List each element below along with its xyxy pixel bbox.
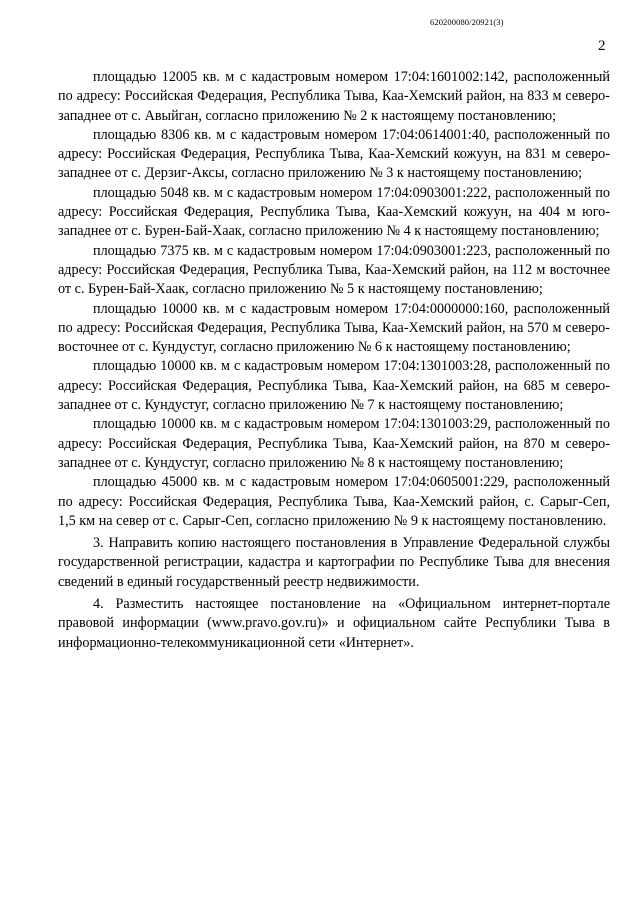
page-number: 2 bbox=[598, 38, 606, 54]
paragraph-plot-3: площадью 8306 кв. м с кадастровым номером 17:04:0614001:40, расположенный по адресу: Российская Федерация, Республика Тыва, Каа-Хемский кожуун, на 831 м северо-западнее от с. Дерзиг-Аксы, согласно приложению № 3 к настоящему постановлению; bbox=[58, 126, 610, 182]
document-code: 620200080/20921(3) bbox=[430, 17, 504, 27]
document-body bbox=[58, 68, 610, 653]
paragraph-plot-4: площадью 5048 кв. м с кадастровым номером 17:04:0903001:222, расположенный по адресу: Российская Федерация, Республика Тыва, Каа-Хемский кожуун, на 404 м юго-западнее от с. Бурен-Бай-Хаак, согласно приложению № 4 к настоящему постановлению; bbox=[58, 184, 610, 240]
paragraph-plot-9: площадью 45000 кв. м с кадастровым номером 17:04:0605001:229, расположенный по адресу: Российская Федерация, Республика Тыва, Каа-Хемский район, с. Сарыг-Сеп, 1,5 км на север от с. Сарыг-Сеп, согласно приложению № 9 к настоящему постановлению. bbox=[58, 474, 610, 529]
paragraph-plot-2: площадью 12005 кв. м с кадастровым номером 17:04:1601002:142, расположенный по адресу: Российская Федерация, Республика Тыва, Каа-Хемский район, на 833 м северо-западнее от с. Авыйган, согласно приложению № 2 к настоящему постановлению; bbox=[58, 69, 610, 124]
paragraph-plot-7: площадью 10000 кв. м с кадастровым номером 17:04:1301003:28, расположенный по адресу: Российская Федерация, Республика Тыва, Каа-Хемский район, на 685 м северо-западнее от с. Кундустуг, согласно приложению № 7 к настоящему постановлению; bbox=[58, 358, 610, 414]
paragraph-plot-5: площадью 7375 кв. м с кадастровым номером 17:04:0903001:223, расположенный по адресу: Российская Федерация, Республика Тыва, Каа-Хемский район, на 112 м восточнее от с. Бурен-Бай-Хаак, согласно приложению № 5 к настоящему постановлению; bbox=[58, 242, 610, 298]
paragraph-plot-6: площадью 10000 кв. м с кадастровым номером 17:04:0000000:160, расположенный по адресу: Российская Федерация, Республика Тыва, Каа-Хемский район, на 570 м северо-восточнее от с. Кундустуг, согласно приложению № 6 к настоящему постановлению; bbox=[58, 300, 610, 356]
paragraph-item-4: 4. Разместить настоящее постановление на «Официальном интернет-портале правовой информации (www.pravo.gov.ru)» и официальном сайте Республики Тыва в информационно-телекоммуникационной сети «Интернет». bbox=[58, 596, 610, 651]
paragraph-item-3: 3. Направить копию настоящего постановления в Управление Федеральной службы государственной регистрации, кадастра и картографии по Республике Тыва для внесения сведений в единый государственный реестр недвижимости. bbox=[58, 535, 610, 590]
paragraph-plot-8: площадью 10000 кв. м с кадастровым номером 17:04:1301003:29, расположенный по адресу: Российская Федерация, Республика Тыва, Каа-Хемский район, на 870 м северо-западнее от с. Кундустуг, согласно приложению № 8 к настоящему постановлению; bbox=[58, 416, 610, 471]
